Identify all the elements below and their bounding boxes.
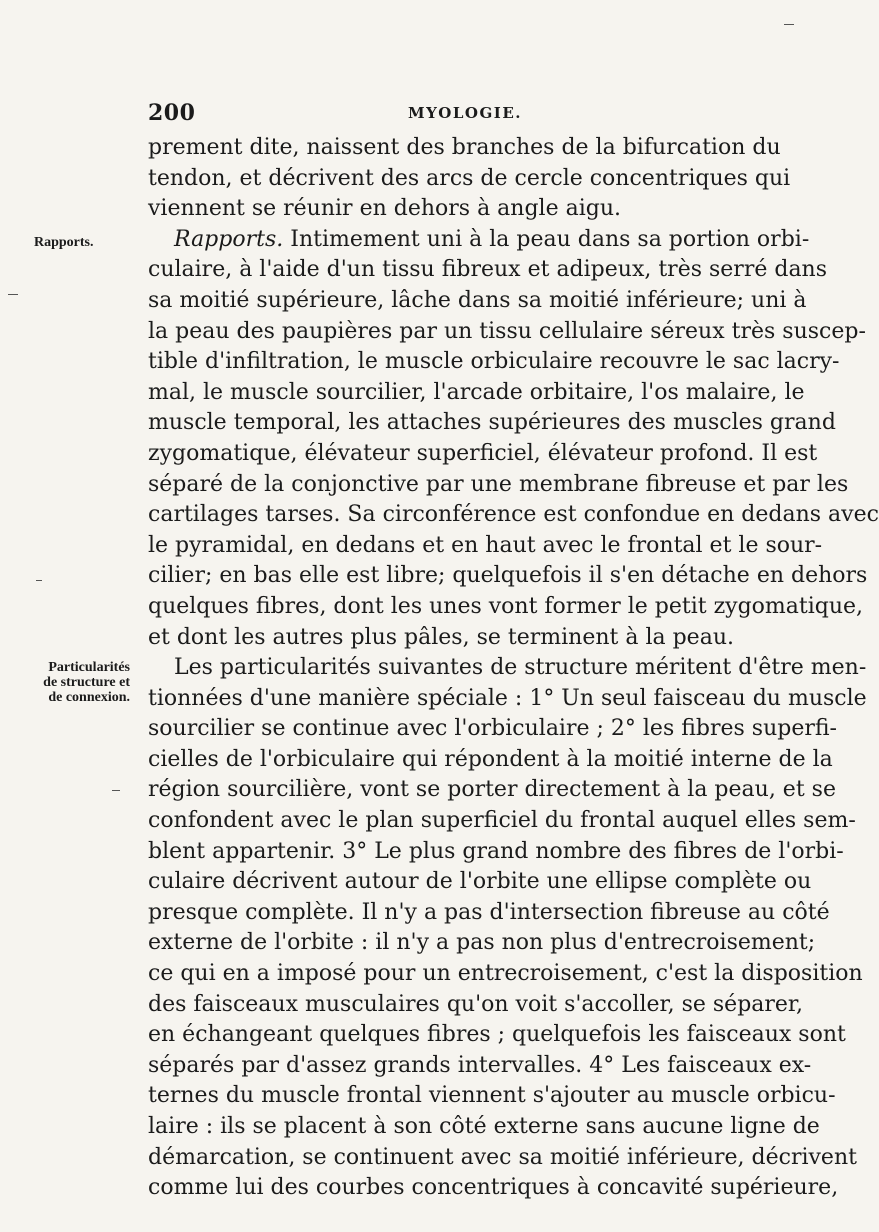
rapports-lead: Rapports. <box>174 226 284 252</box>
margin-note-line: de connexion. <box>48 690 130 705</box>
text-line: cielles de l'orbiculaire qui répondent à la moitié interne de la <box>148 746 833 772</box>
margin-tick <box>8 294 18 295</box>
text-line: la peau des paupières par un tissu cellulaire séreux très suscep- <box>148 318 866 344</box>
text-line: sourcilier se continue avec l'orbiculaire ; 2° les fibres superfi- <box>148 716 837 742</box>
text-line: cartilages tarses. Sa circonférence est confondue en dedans avec <box>148 502 879 528</box>
text-line-rest: Intimement uni à la peau dans sa portion orbi- <box>290 226 810 252</box>
text-line: en échangeant quelques fibres ; quelquefois les faisceaux sont <box>148 1022 846 1048</box>
text-line: région sourcilière, vont se porter directement à la peau, et se <box>148 777 836 803</box>
text-line: cilier; en bas elle est libre; quelquefois il s'en détache en dehors <box>148 563 868 589</box>
running-head: MYOLOGIE. <box>408 104 522 122</box>
text-line: tendon, et décrivent des arcs de cercle concentriques qui <box>148 165 791 191</box>
text-line: ce qui en a imposé pour un entrecroisement, c'est la disposition <box>148 961 863 987</box>
text-line: blent appartenir. 3° Le plus grand nombre des fibres de l'orbi- <box>148 838 844 864</box>
text-line: tionnées d'une manière spéciale : 1° Un seul faisceau du muscle <box>148 685 867 711</box>
margin-tick <box>36 580 42 581</box>
text-line: le pyramidal, en dedans et en haut avec le frontal et le sour- <box>148 532 823 558</box>
text-line: laire : ils se placent à son côté externe sans aucune ligne de <box>148 1114 820 1139</box>
margin-note-particularites <box>18 660 130 705</box>
text-line: démarcation, se continuent avec sa moitié inférieure, décrivent <box>148 1144 857 1170</box>
text-line: confondent avec le plan superficiel du frontal auquel elles sem- <box>148 808 856 834</box>
text-line: culaire, à l'aide d'un tissu fibreux et adipeux, très serré dans <box>148 257 828 283</box>
text-line: prement dite, naissent des branches de la bifurcation du <box>148 135 781 160</box>
page-header <box>148 100 768 130</box>
text-line: Les particularités suivantes de structure méritent d'être men- <box>174 655 867 681</box>
text-line: sa moitié supérieure, lâche dans sa moitié inférieure; uni à <box>148 287 807 313</box>
text-line: séparés par d'assez grands intervalles. 4° Les faisceaux ex- <box>148 1052 812 1078</box>
text-line: tible d'infiltration, le muscle orbiculaire recouvre le sac lacry- <box>148 349 840 375</box>
text-line: mal, le muscle sourcilier, l'arcade orbitaire, l'os malaire, le <box>148 379 805 405</box>
page-number: 200 <box>148 100 196 126</box>
text-line-rapports <box>148 225 810 256</box>
text-line: quelques fibres, dont les unes vont former le petit zygomatique, <box>148 593 864 619</box>
margin-note-rapports: Rapports. <box>34 235 94 250</box>
text-line: des faisceaux musculaires qu'on voit s'accoller, se séparer, <box>148 991 804 1017</box>
margin-note-line: de structure et <box>43 675 130 690</box>
text-line: externe de l'orbite : il n'y a pas non plus d'entrecroisement; <box>148 930 816 956</box>
text-line: viennent se réunir en dehors à angle aigu. <box>148 196 621 222</box>
text-line: culaire décrivent autour de l'orbite une ellipse complète ou <box>148 869 812 895</box>
body-text <box>148 133 879 1204</box>
text-line: comme lui des courbes concentriques à concavité supérieure, <box>148 1175 839 1201</box>
margin-tick <box>784 24 794 25</box>
margin-note-line: Particularités <box>48 660 130 675</box>
text-line: zygomatique, élévateur superficiel, élévateur profond. Il est <box>148 440 818 466</box>
text-line: presque complète. Il n'y a pas d'intersection fibreuse au côté <box>148 899 830 925</box>
text-line: et dont les autres plus pâles, se terminent à la peau. <box>148 624 734 650</box>
margin-tick <box>112 790 120 791</box>
text-line: séparé de la conjonctive par une membrane fibreuse et par les <box>148 471 849 497</box>
text-line: ternes du muscle frontal viennent s'ajouter au muscle orbicu- <box>148 1083 836 1109</box>
text-line: muscle temporal, les attaches supérieures des muscles grand <box>148 410 836 436</box>
